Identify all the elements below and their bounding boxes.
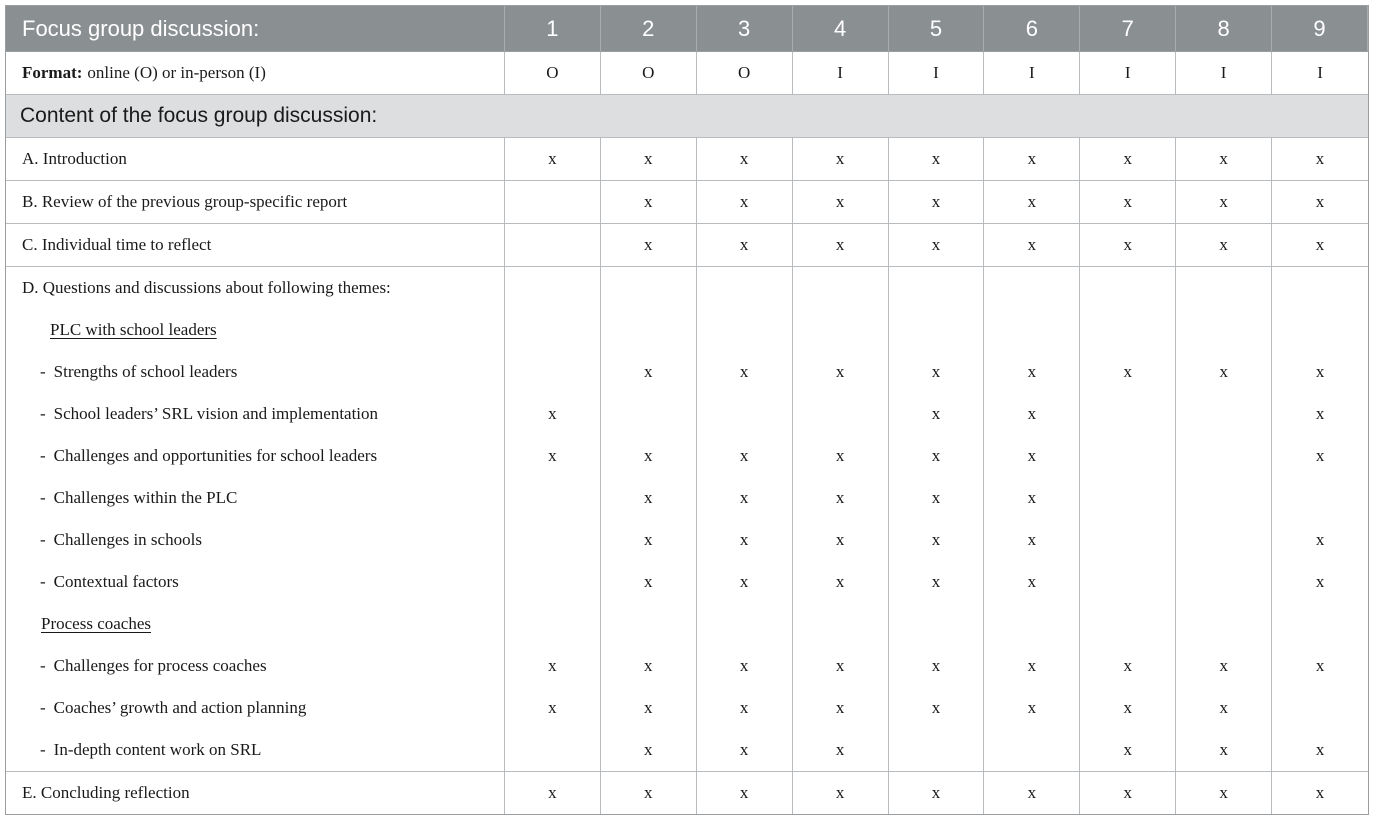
theme-mark: x [1315,362,1325,381]
row-mark: x [697,181,793,223]
themes-mark-column [1272,267,1368,771]
row-mark: x [1080,181,1176,223]
header-col-4: 4 [793,6,889,51]
dash-glyph: - [40,404,46,423]
theme-mark: x [1027,698,1037,717]
theme-mark: x [739,740,749,759]
theme-mark [1176,519,1271,561]
theme-mark [1080,477,1175,519]
row-mark: x [601,772,697,814]
theme-mark [505,729,600,771]
empty-mark-cell [1176,309,1271,351]
theme-mark: x [739,488,749,507]
empty-mark-cell [601,309,696,351]
dash-glyph: - [40,740,46,759]
theme-mark: x [739,656,749,675]
format-value: I [1080,52,1176,94]
theme-mark [1080,561,1175,603]
topic-heading-plc [6,309,504,351]
themes-mark-column [1176,267,1272,771]
row-mark: x [889,138,985,180]
row-label: E. Concluding reflection [6,772,505,814]
theme-mark: x [1219,740,1228,759]
header-col-3: 3 [697,6,793,51]
theme-mark: x [1027,530,1037,549]
empty-mark-cell [1272,309,1368,351]
theme-mark: x [835,446,845,465]
theme-mark [1176,435,1271,477]
header-col-1: 1 [505,6,601,51]
row-mark [505,181,601,223]
theme-mark [1272,477,1368,519]
empty-mark-cell [1080,603,1175,645]
format-value: I [1317,63,1323,82]
theme-mark: x [739,446,749,465]
row-mark: x [793,181,889,223]
row-mark [505,224,601,266]
row-mark: x [601,138,697,180]
theme-mark: x [1123,698,1133,717]
row-label: C. Individual time to reflect [6,224,505,266]
theme-item [6,393,504,435]
table-row [6,224,1368,267]
row-mark: x [984,181,1080,223]
theme-mark: x [1027,656,1037,675]
format-value: I [984,52,1080,94]
theme-item-label: School leaders’ SRL vision and implementation [53,404,379,423]
theme-item-label: Challenges within the PLC [53,488,238,507]
theme-mark: x [644,362,653,381]
theme-item [6,519,504,561]
row-mark: x [889,181,985,223]
row-mark: x [601,224,697,266]
topic-plc-label: PLC with school leaders [50,320,217,339]
theme-mark [1080,393,1175,435]
theme-mark [697,393,792,435]
themes-title: D. Questions and discussions about following themes: [22,278,391,297]
empty-mark-cell [793,309,888,351]
empty-mark-cell [1080,267,1175,309]
row-mark: x [1315,149,1325,168]
themes-labels [6,267,505,771]
theme-item-label: In-depth content work on SRL [53,740,262,759]
section-row [6,95,1368,138]
theme-mark: x [1315,446,1325,465]
theme-mark: x [644,530,653,549]
empty-mark-cell [697,603,792,645]
row-mark: x [697,138,793,180]
theme-mark [505,519,600,561]
theme-mark: x [835,572,845,591]
theme-mark [889,729,984,771]
header-col-9: 9 [1272,6,1368,51]
row-mark: x [1315,783,1325,802]
theme-mark: x [644,698,653,717]
theme-mark: x [1027,446,1037,465]
dash-glyph: - [40,698,46,717]
theme-mark [1080,435,1175,477]
header-col-7: 7 [1080,6,1176,51]
row-mark: x [697,772,793,814]
empty-mark-cell [793,603,888,645]
empty-mark-cell [505,309,600,351]
theme-mark: x [1315,572,1325,591]
theme-item-label: Strengths of school leaders [53,362,238,381]
theme-mark: x [835,488,845,507]
theme-item [6,351,504,393]
theme-mark: x [644,740,653,759]
theme-mark [1272,687,1368,729]
dash-glyph: - [40,446,46,465]
empty-mark-cell [697,309,792,351]
theme-mark: x [1219,656,1228,675]
theme-mark: x [548,698,557,717]
theme-mark: x [931,698,941,717]
empty-mark-cell [984,603,1079,645]
theme-mark: x [931,530,941,549]
theme-mark [1176,561,1271,603]
theme-item [6,687,504,729]
theme-mark: x [644,488,653,507]
theme-mark: x [835,698,845,717]
themes-mark-column [601,267,697,771]
theme-item [6,477,504,519]
topic-heading-pc [6,603,504,645]
theme-mark: x [1315,740,1325,759]
theme-mark: x [835,656,845,675]
row-mark: x [697,224,793,266]
empty-mark-cell [697,267,792,309]
theme-mark: x [1027,488,1037,507]
empty-mark-cell [1272,267,1368,309]
empty-mark-cell [889,309,984,351]
theme-mark: x [548,656,557,675]
theme-mark: x [835,740,845,759]
theme-mark: x [644,572,653,591]
theme-mark: x [1315,530,1325,549]
theme-mark: x [835,530,845,549]
theme-mark [984,729,1079,771]
theme-mark: x [931,656,941,675]
theme-mark: x [1219,362,1228,381]
empty-mark-cell [601,603,696,645]
header-col-8: 8 [1176,6,1272,51]
theme-mark: x [739,572,749,591]
header-row [6,6,1368,52]
header-col-6: 6 [984,6,1080,51]
dash-glyph: - [40,488,46,507]
theme-mark: x [1123,656,1133,675]
theme-mark [601,393,696,435]
themes-mark-column [793,267,889,771]
theme-mark: x [1315,404,1325,423]
empty-mark-cell [984,267,1079,309]
theme-mark: x [1219,698,1228,717]
format-label-rest: online (O) or in-person (I) [87,63,266,82]
empty-mark-cell [505,603,600,645]
dash-glyph: - [40,656,46,675]
theme-mark [1176,393,1271,435]
theme-mark: x [1315,656,1325,675]
row-label: A. Introduction [6,138,505,180]
empty-mark-cell [505,267,600,309]
format-value: I [889,52,985,94]
dash-glyph: - [40,530,46,549]
row-mark: x [1176,181,1272,223]
themes-mark-column [984,267,1080,771]
theme-item [6,729,504,771]
row-mark: x [984,138,1080,180]
row-mark: x [1176,138,1272,180]
themes-mark-column [505,267,601,771]
empty-mark-cell [889,267,984,309]
format-value: I [793,52,889,94]
theme-mark: x [1123,362,1133,381]
theme-mark: x [739,698,749,717]
empty-mark-cell [1176,603,1271,645]
row-mark: x [1315,235,1325,254]
themes-mark-column [889,267,985,771]
empty-mark-cell [793,267,888,309]
row-mark: x [889,224,985,266]
row-mark: x [1080,138,1176,180]
header-col-2: 2 [601,6,697,51]
dash-glyph: - [40,572,46,591]
dash-glyph: - [40,362,46,381]
theme-item-label: Coaches’ growth and action planning [53,698,307,717]
theme-mark: x [931,446,941,465]
themes-block [6,267,1368,772]
empty-mark-cell [1272,603,1368,645]
theme-mark: x [1123,740,1133,759]
header-col-5: 5 [889,6,985,51]
theme-mark [505,351,600,393]
format-value: O [601,52,697,94]
theme-mark: x [644,656,653,675]
row-mark: x [1176,772,1272,814]
theme-mark: x [931,362,941,381]
table-row [6,181,1368,224]
row-label: B. Review of the previous group-specific report [6,181,505,223]
format-label-bold: Format: [22,63,83,82]
row-mark: x [1315,192,1325,211]
table-row [6,772,1368,814]
row-mark: x [1080,224,1176,266]
row-mark: x [505,138,601,180]
theme-mark: x [931,488,941,507]
theme-item-label: Challenges in schools [53,530,202,549]
format-row [6,52,1368,95]
row-mark: x [793,772,889,814]
empty-mark-cell [1176,267,1271,309]
theme-item-label: Contextual factors [53,572,179,591]
theme-item-label: Challenges and opportunities for school leaders [53,446,378,465]
row-mark: x [1080,772,1176,814]
theme-mark: x [1027,404,1037,423]
theme-mark: x [739,362,749,381]
format-value: I [1176,52,1272,94]
empty-mark-cell [1080,309,1175,351]
theme-mark: x [835,362,845,381]
theme-mark: x [931,404,941,423]
theme-mark: x [548,446,557,465]
table-row [6,138,1368,181]
row-mark: x [601,181,697,223]
format-label [6,52,505,94]
themes-mark-column [1080,267,1176,771]
theme-item [6,645,504,687]
row-mark: x [505,772,601,814]
theme-item [6,435,504,477]
row-mark: x [1176,224,1272,266]
row-mark: x [793,138,889,180]
theme-mark: x [1027,572,1037,591]
theme-mark: x [644,446,653,465]
theme-mark [505,561,600,603]
format-value: O [697,52,793,94]
theme-mark [1176,477,1271,519]
theme-item [6,561,504,603]
theme-mark: x [739,530,749,549]
empty-mark-cell [601,267,696,309]
themes-mark-column [697,267,793,771]
focus-group-table [5,5,1369,815]
theme-mark: x [548,404,557,423]
section-title: Content of the focus group discussion: [20,104,378,127]
row-mark: x [793,224,889,266]
theme-mark [505,477,600,519]
topic-pc-label: Process coaches [41,614,151,633]
row-mark: x [984,772,1080,814]
theme-mark [1080,519,1175,561]
theme-item-label: Challenges for process coaches [53,656,267,675]
theme-mark: x [931,572,941,591]
format-value: O [505,52,601,94]
row-mark: x [889,772,985,814]
theme-mark: x [1027,362,1037,381]
empty-mark-cell [889,603,984,645]
row-mark: x [984,224,1080,266]
theme-mark [793,393,888,435]
header-title: Focus group discussion: [6,6,505,51]
empty-mark-cell [984,309,1079,351]
